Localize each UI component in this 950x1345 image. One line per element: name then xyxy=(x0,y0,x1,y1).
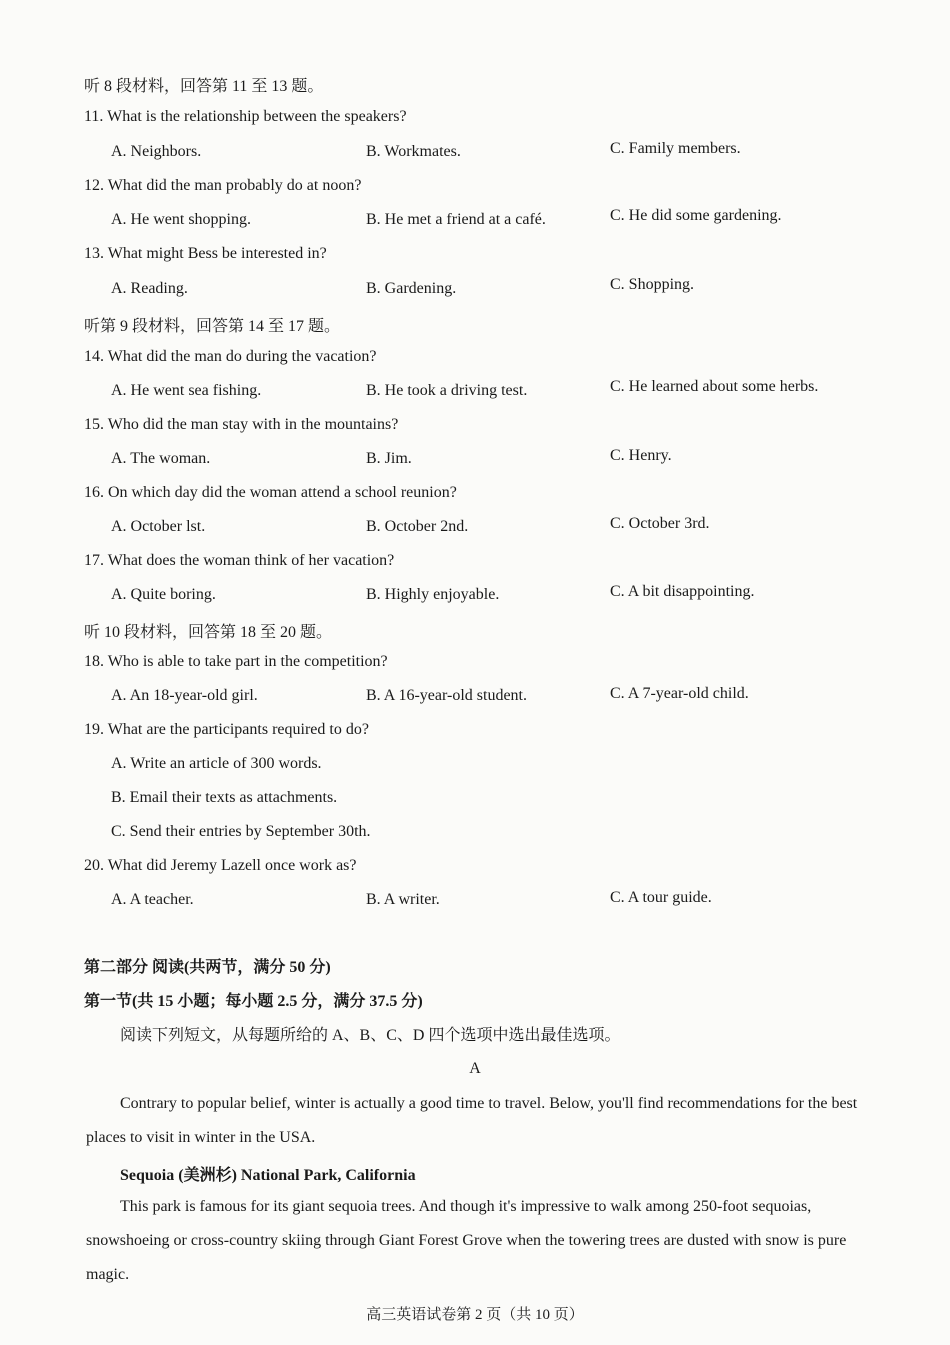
question-12-stem: 12. What did the man probably do at noon? xyxy=(84,177,362,194)
page-footer: 高三英语试卷第 2 页（共 10 页） xyxy=(366,1307,584,1323)
question-12-option-a: A. He went shopping. xyxy=(111,211,251,228)
question-15-option-a: A. The woman. xyxy=(111,450,211,467)
part2-heading: 第二部分 阅读(共两节，满分 50 分) xyxy=(84,959,331,976)
question-11-option-b: B. Workmates. xyxy=(366,143,461,160)
question-20-option-a: A. A teacher. xyxy=(111,891,194,908)
question-14-option-c: C. He learned about some herbs. xyxy=(610,378,819,395)
question-15-option-b: B. Jim. xyxy=(366,450,412,467)
question-14-stem: 14. What did the man do during the vacation? xyxy=(84,348,377,365)
question-12-option-b: B. He met a friend at a café. xyxy=(366,211,546,228)
question-13-stem: 13. What might Bess be interested in? xyxy=(84,245,327,262)
question-18-option-c: C. A 7-year-old child. xyxy=(610,685,749,702)
question-20-option-b: B. A writer. xyxy=(366,891,440,908)
section-instruction-9: 听第 9 段材料，回答第 14 至 17 题。 xyxy=(84,318,341,335)
part2-instruction: 阅读下列短文，从每题所给的 A、B、C、D 四个选项中选出最佳选项。 xyxy=(120,1027,621,1044)
question-16-option-a: A. October lst. xyxy=(111,518,206,535)
question-14-option-a: A. He went sea fishing. xyxy=(111,382,262,399)
question-14-option-b: B. He took a driving test. xyxy=(366,382,528,399)
question-16-stem: 16. On which day did the woman attend a school reunion? xyxy=(84,484,457,501)
question-13-option-c: C. Shopping. xyxy=(610,276,695,293)
question-15-option-c: C. Henry. xyxy=(610,447,672,464)
passage-intro: Contrary to popular belief, winter is actually a good time to travel. Below, you'll find recommendations for the best places to visit in winter in the USA. xyxy=(86,1095,858,1146)
question-12-option-c: C. He did some gardening. xyxy=(610,207,782,224)
question-17-option-b: B. Highly enjoyable. xyxy=(366,586,500,603)
question-11-stem: 11. What is the relationship between the speakers? xyxy=(84,108,407,125)
passage-subheading: Sequoia (美洲杉) National Park, California xyxy=(120,1167,416,1184)
question-16-option-c: C. October 3rd. xyxy=(610,515,710,532)
question-17-option-c: C. A bit disappointing. xyxy=(610,583,755,600)
question-16-option-b: B. October 2nd. xyxy=(366,518,469,535)
question-13-option-b: B. Gardening. xyxy=(366,280,457,297)
question-13-option-a: A. Reading. xyxy=(111,280,188,297)
question-19-option-a: A. Write an article of 300 words. xyxy=(111,755,322,772)
question-17-stem: 17. What does the woman think of her vacation? xyxy=(84,552,395,569)
question-11-option-a: A. Neighbors. xyxy=(111,143,202,160)
passage-label: A xyxy=(469,1060,481,1077)
question-18-option-b: B. A 16-year-old student. xyxy=(366,687,527,704)
question-20-stem: 20. What did Jeremy Lazell once work as? xyxy=(84,857,357,874)
question-17-option-a: A. Quite boring. xyxy=(111,586,216,603)
part2-section1-heading: 第一节(共 15 小题；每小题 2.5 分，满分 37.5 分) xyxy=(84,993,423,1010)
question-15-stem: 15. Who did the man stay with in the mountains? xyxy=(84,416,399,433)
passage-paragraph: This park is famous for its giant sequoia trees. And though it's impressive to walk among 250-foot sequoias, snowshoeing or cross-country skiing through Giant Forest Grove when the towering trees are dusted with snow is pure magic. xyxy=(86,1198,847,1283)
question-11-option-c: C. Family members. xyxy=(610,140,741,157)
question-18-stem: 18. Who is able to take part in the competition? xyxy=(84,653,388,670)
question-20-option-c: C. A tour guide. xyxy=(610,889,712,906)
question-19-option-c: C. Send their entries by September 30th. xyxy=(111,823,371,840)
section-instruction-8: 听 8 段材料，回答第 11 至 13 题。 xyxy=(84,78,324,95)
question-19-stem: 19. What are the participants required to do? xyxy=(84,721,369,738)
question-19-option-b: B. Email their texts as attachments. xyxy=(111,789,338,806)
question-18-option-a: A. An 18-year-old girl. xyxy=(111,687,258,704)
section-instruction-10: 听 10 段材料，回答第 18 至 20 题。 xyxy=(84,624,333,641)
